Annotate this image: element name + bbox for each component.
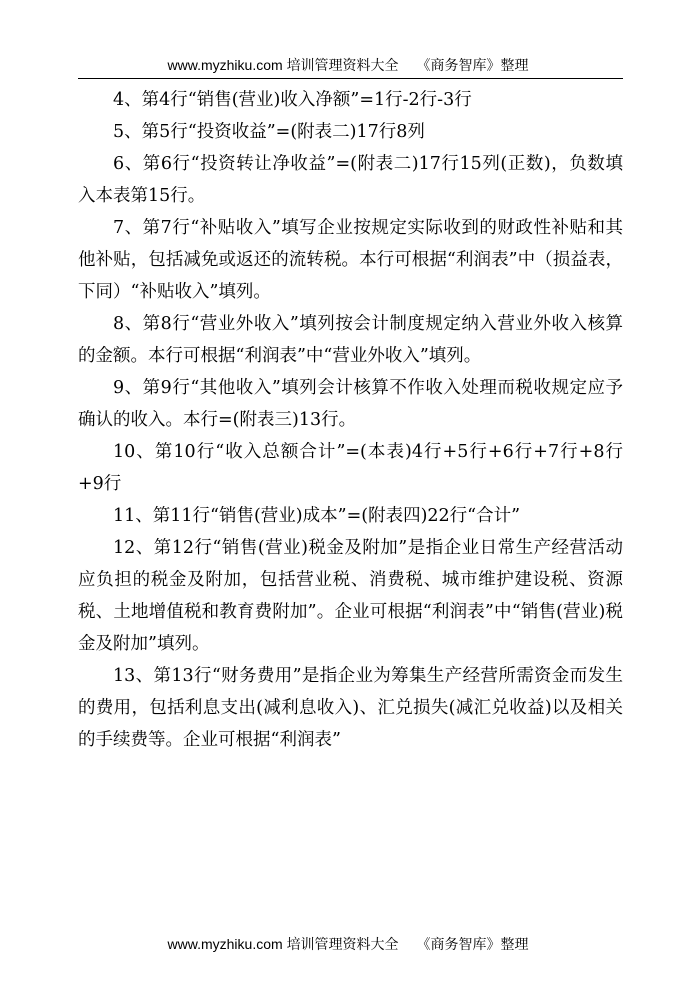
- header-title: 培训管理资料大全: [286, 57, 399, 73]
- footer-site-url: www.myzhiku.com: [167, 936, 283, 952]
- paragraph-item-13: 13、第13行“财务费用”是指企业为筹集生产经营所需资金而发生的费用，包括利息支出(减利息收入)、汇兑损失(减汇兑收益)以及相关的手续费等。企业可根据“利润表”: [78, 666, 623, 750]
- paragraph-item-4: 4、第4行“销售(营业)收入净额”=1行-2行-3行: [113, 90, 472, 110]
- header-site-url: www.myzhiku.com: [167, 57, 283, 73]
- page-footer: [0, 935, 696, 953]
- header-publisher: 《商务智库》整理: [416, 57, 529, 73]
- page-header: [0, 56, 696, 74]
- paragraph-item-11: 11、第11行“销售(营业)成本”=(附表四)22行“合计”: [113, 506, 521, 526]
- paragraph-item-8: 8、第8行“营业外收入”填列按会计制度规定纳入营业外收入核算的金额。本行可根据“利润表”中“营业外收入”填列。: [78, 314, 623, 366]
- paragraph-item-10: 10、第10行“收入总额合计”=(本表)4行+5行+6行+7行+8行+9行: [78, 442, 623, 494]
- footer-publisher: 《商务智库》整理: [416, 936, 529, 952]
- paragraph-item-5: 5、第5行“投资收益”=(附表二)17行8列: [113, 122, 425, 142]
- header-divider: [78, 78, 623, 79]
- footer-title: 培训管理资料大全: [286, 936, 399, 952]
- paragraph-item-9: 9、第9行“其他收入”填列会计核算不作收入处理而税收规定应予确认的收入。本行=(附表三)13行。: [78, 378, 623, 430]
- paragraph-item-7: 7、第7行“补贴收入”填写企业按规定实际收到的财政性补贴和其他补贴，包括减免或返还的流转税。本行可根据“利润表”中（损益表，下同）“补贴收入”填列。: [78, 218, 623, 302]
- document-body: [78, 84, 623, 756]
- paragraph-item-6: 6、第6行“投资转让净收益”=(附表二)17行15列(正数)，负数填入本表第15行。: [78, 154, 623, 206]
- paragraph-item-12: 12、第12行“销售(营业)税金及附加”是指企业日常生产经营活动应负担的税金及附加，包括营业税、消费税、城市维护建设税、资源税、土地增值税和教育费附加”。企业可根据“利润表”中“销售(营业)税金及附加”填列。: [78, 538, 623, 654]
